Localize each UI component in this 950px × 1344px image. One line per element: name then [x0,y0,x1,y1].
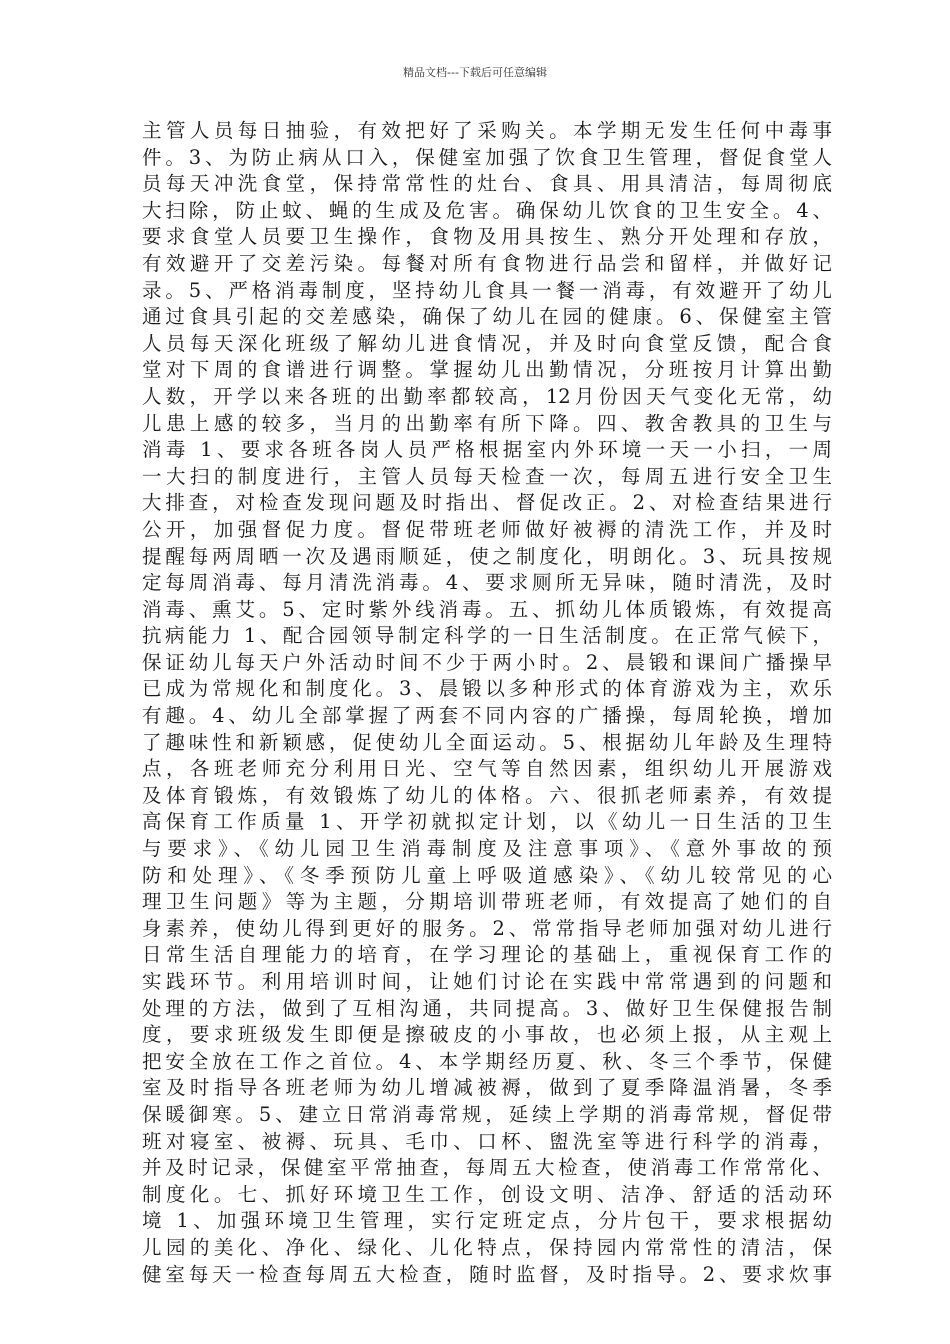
text-line: 保证幼儿每天户外活动时间不少于两小时。2、晨锻和课间广播操早 [142,650,832,674]
document-body [142,118,832,1288]
text-line: 把安全放在工作之首位。4、本学期经历夏、秋、冬三个季节，保健 [142,1049,832,1073]
text-line: 理卫生问题》等为主题，分期培训带班老师，有效提高了她们的自 [142,890,832,914]
text-line: 班对寝室、被褥、玩具、毛巾、口杯、盥洗室等进行科学的消毒， [142,1129,832,1153]
text-line: 高保育工作质量 1、开学初就拟定计划，以《幼儿一日生活的卫生 [142,810,832,834]
text-line: 公开，加强督促力度。督促带班老师做好被褥的清洗工作，并及时 [142,517,832,541]
text-line: 与要求》、《幼儿园卫生消毒制度及注意事项》、《意外事故的预 [142,837,832,861]
text-line: 已成为常规化和制度化。3、晨锻以多种形式的体育游戏为主，欢乐 [142,677,832,701]
text-line: 件。3、为防止病从口入，保健室加强了饮食卫生管理，督促食堂人 [142,145,832,169]
text-line: 制度化。七、抓好环境卫生工作，创设文明、洁净、舒适的活动环 [142,1182,832,1206]
text-line: 大扫除，防止蚊、蝇的生成及危害。确保幼儿饮食的卫生安全。4、 [142,198,832,222]
text-line: 保暖御寒。5、建立日常消毒常规，延续上学期的消毒常规，督促带 [142,1102,832,1126]
text-line: 抗病能力 1、配合园领导制定科学的一日生活制度。在正常气候下， [142,624,832,648]
text-line: 堂对下周的食谱进行调整。掌握幼儿出勤情况，分班按月计算出勤 [142,358,832,382]
text-line: 有效避开了交差污染。每餐对所有食物进行品尝和留样，并做好记 [142,251,832,275]
text-line: 实践环节。利用培训时间，让她们讨论在实践中常常遇到的问题和 [142,970,832,993]
text-line: 室及时指导各班老师为幼儿增减被褥，做到了夏季降温消暑，冬季 [142,1076,832,1100]
text-line: 一大扫的制度进行，主管人员每天检查一次，每周五进行安全卫生 [142,464,832,488]
text-line: 大排查，对检查发现问题及时指出、督促改正。2、对检查结果进行 [142,491,832,515]
page-header: 精品文档---下载后可任意编辑 [403,66,547,79]
text-line: 人员每天深化班级了解幼儿进食情况，并及时向食堂反馈，配合食 [142,331,832,355]
text-line: 主管人员每日抽验，有效把好了采购关。本学期无发生任何中毒事 [142,119,832,142]
text-line: 防和处理》、《冬季预防儿童上呼吸道感染》、《幼儿较常见的心 [142,863,832,887]
text-line: 有趣。4、幼儿全部掌握了两套不同内容的广播操，每周轮换，增加 [142,704,832,728]
text-line: 处理的方法，做到了互相沟通，共同提高。3、做好卫生保健报告制 [142,996,832,1020]
text-line: 人数，开学以来各班的出勤率都较高，12月份因天气变化无常，幼 [142,384,832,408]
text-line: 并及时记录，保健室平常抽查，每周五大检查，使消毒工作常常化、 [142,1156,832,1180]
text-line: 儿园的美化、净化、绿化、儿化特点，保持园内常常性的清洁，保 [142,1235,832,1259]
text-line: 健室每天一检查每周五大检查，随时监督，及时指导。2、要求炊事 [142,1262,832,1286]
text-line: 了趣味性和新颖感，促使幼儿全面运动。5、根据幼儿年龄及生理特 [142,730,832,754]
text-line: 消毒、熏艾。5、定时紫外线消毒。五、抓幼儿体质锻炼，有效提高 [142,597,832,621]
text-line: 定每周消毒、每月清洗消毒。4、要求厕所无异味，随时清洗，及时 [142,571,832,595]
text-line: 境 1、加强环境卫生管理，实行定班定点，分片包干，要求根据幼 [142,1209,832,1233]
text-line: 身素养，使幼儿得到更好的服务。2、常常指导老师加强对幼儿进行 [142,916,832,940]
text-line: 员每天冲洗食堂，保持常常性的灶台、食具、用具清洁，每周彻底 [142,172,832,196]
text-line: 儿患上感的较多，当月的出勤率有所下降。四、教舍教具的卫生与 [142,411,832,435]
text-line: 日常生活自理能力的培育，在学习理论的基础上，重视保育工作的 [142,943,832,967]
text-line: 通过食具引起的交差感染，确保了幼儿在园的健康。6、保健室主管 [142,305,832,329]
text-line: 提醒每两周晒一次及遇雨顺延，使之制度化，明朗化。3、玩具按规 [142,544,832,568]
text-line: 度，要求班级发生即便是擦破皮的小事故，也必须上报，从主观上 [142,1023,832,1047]
text-line: 点，各班老师充分利用日光、空气等自然因素，组织幼儿开展游戏 [142,757,832,781]
text-line: 消毒 1、要求各班各岗人员严格根据室内外环境一天一小扫，一周 [142,438,832,462]
text-line: 要求食堂人员要卫生操作，食物及用具按生、熟分开处理和存放， [142,225,832,249]
text-line: 录。5、严格消毒制度，坚持幼儿食具一餐一消毒，有效避开了幼儿 [142,278,832,302]
text-line: 及体育锻炼，有效锻炼了幼儿的体格。六、很抓老师素养，有效提 [142,783,832,807]
